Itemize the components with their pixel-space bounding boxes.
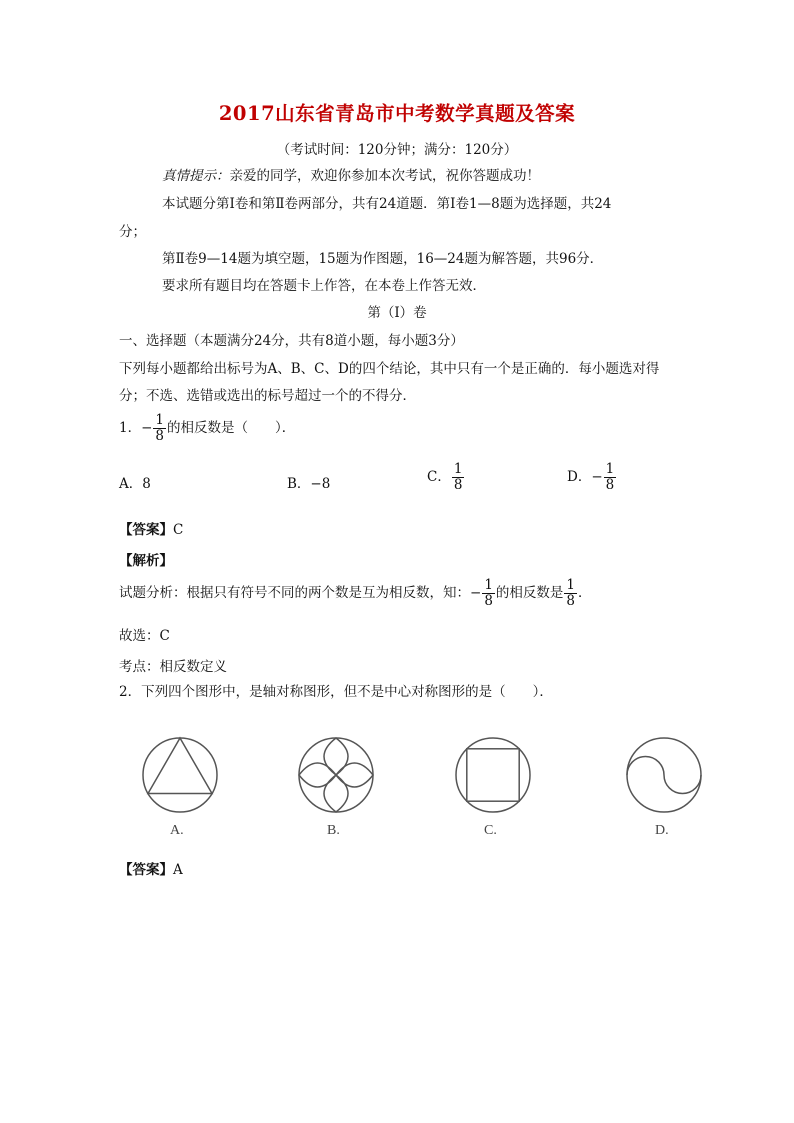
- q1-analysis-label: 【解析】: [119, 553, 173, 569]
- q1-option-c-num: 1: [453, 461, 463, 477]
- q1-option-c: [427, 462, 465, 493]
- q2-stem: 2．下列四个图形中，是轴对称图形，但不是中心对称图形的是（ ）．: [119, 684, 553, 700]
- q1-frac-num: 1: [155, 412, 164, 428]
- intro-line-3: 要求所有题目均在答题卡上作答，在本卷上作答无效．: [162, 278, 486, 294]
- q1-option-d: [567, 462, 617, 493]
- figure-b-circle-petals: [299, 738, 373, 812]
- q2-answer-value: A: [173, 862, 183, 878]
- document-title: 2017山东省青岛市中考数学真题及答案: [218, 102, 576, 125]
- q2-figures: [0, 720, 794, 830]
- tip-line: [162, 164, 540, 184]
- q1-analysis-prefix: 试题分析：根据只有符号不同的两个数是互为相反数，知：: [119, 585, 470, 601]
- q2-answer-label: 【答案】: [119, 862, 173, 878]
- q1-analysis-sign: −: [470, 585, 482, 601]
- q1-sign: −: [141, 420, 153, 436]
- figure-d-circle-s-curve: [627, 738, 701, 812]
- tip-text: 亲爱的同学，欢迎你参加本次考试，祝你答题成功！: [229, 168, 540, 184]
- q1-option-b: B．−8: [287, 476, 331, 492]
- q1-frac-den: 8: [155, 428, 164, 444]
- q1-analysis-mid: 的相反数是: [495, 585, 564, 601]
- figure-a-circle-triangle: [143, 738, 217, 812]
- q2-answer: [119, 858, 183, 878]
- q1-analysis-num-1: 1: [484, 577, 493, 593]
- q1-analysis-num-2: 1: [566, 577, 575, 593]
- q1-analysis-den-1: 8: [484, 593, 493, 609]
- q1-option-d-sign: −: [591, 469, 603, 485]
- q1-answer: [119, 518, 183, 538]
- part-desc-line-2: 分；不选、选错或选出的标号超过一个的不得分．: [119, 388, 416, 404]
- q1-option-a: A．8: [119, 476, 151, 492]
- figure-label-b: B.: [327, 823, 340, 838]
- part-desc-line-1: 下列每小题都给出标号为A、B、C、D的四个结论，其中只有一个是正确的．每小题选对得: [119, 361, 660, 377]
- q1-choice-line: 故选：C: [119, 628, 170, 644]
- q1-option-c-label: C．: [427, 469, 451, 485]
- q1-option-d-label: D．: [567, 469, 592, 485]
- q1-analysis-end: ．: [578, 585, 592, 601]
- intro-line-1: 本试题分第Ⅰ卷和第Ⅱ卷两部分，共有24道题．第Ⅰ卷1—8题为选择题，共24: [162, 196, 612, 212]
- q1-analysis-fraction-2: [564, 578, 577, 609]
- q1-answer-value: C: [173, 522, 184, 538]
- q1-topic-line: 考点：相反数定义: [119, 659, 227, 675]
- figure-label-c: C.: [484, 823, 497, 838]
- q1-analysis: [119, 578, 592, 609]
- q1-stem-suffix: 的相反数是（ ）．: [167, 420, 296, 436]
- q1-option-c-den: 8: [453, 477, 463, 493]
- part-heading: 一、选择题（本题满分24分，共有8道小题，每小题3分）: [119, 333, 464, 349]
- q1-option-d-num: 1: [605, 461, 615, 477]
- q1-analysis-fraction-1: [482, 578, 495, 609]
- intro-line-2: 第Ⅱ卷9—14题为填空题，15题为作图题，16—24题为解答题，共96分．: [162, 251, 604, 267]
- q1-fraction: [153, 413, 166, 444]
- figure-label-a: A.: [170, 823, 184, 838]
- q1-option-d-fraction: [604, 462, 617, 493]
- q1-number: 1．: [119, 420, 142, 436]
- exam-info: （考试时间：120分钟；满分：120分）: [276, 142, 518, 158]
- figure-c-circle-square: [456, 738, 530, 812]
- intro-line-1-cont: 分；: [119, 224, 146, 240]
- q1-option-d-den: 8: [605, 477, 615, 493]
- q1-stem: [119, 413, 295, 444]
- tip-label: 真情提示：: [162, 168, 230, 184]
- q1-option-c-fraction: [452, 462, 465, 493]
- section-title: 第（Ⅰ）卷: [367, 305, 427, 321]
- figure-label-d: D.: [655, 823, 669, 838]
- q1-answer-label: 【答案】: [119, 522, 173, 538]
- q1-analysis-den-2: 8: [566, 593, 575, 609]
